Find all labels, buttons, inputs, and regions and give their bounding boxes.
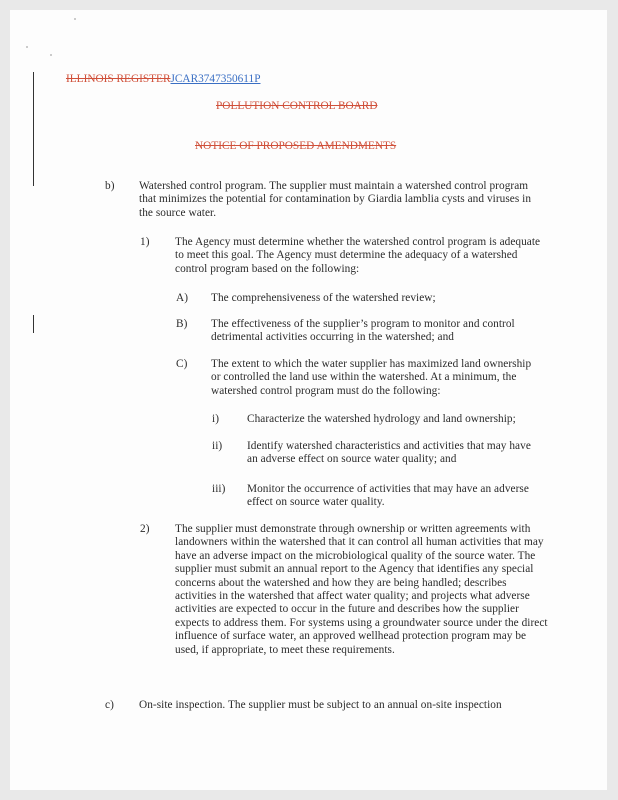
item-c-text: On-site inspection. The supplier must be subject to an annual on-site inspection [139,699,502,711]
scan-speck [74,18,76,20]
jcar-code: JCAR3747350611P [170,73,261,85]
change-bar [33,315,34,333]
item-1-label: 1) [140,236,150,248]
item-B-label: B) [176,318,188,330]
item-c-label: c) [105,699,114,711]
item-A-text: The comprehensiveness of the watershed review; [211,292,436,304]
item-2-label: 2) [140,523,150,535]
item-ii-text: Identify watershed characteristics and activities that may have an adverse effect on source water quality; and [247,440,531,466]
scan-speck [50,54,52,56]
board-title: POLLUTION CONTROL BOARD [216,100,378,112]
item-b-label: b) [105,180,115,192]
item-B-text: The effectiveness of the supplier’s program to monitor and control detrimental activities occurring in the watershed; and [211,318,515,344]
item-1-text: The Agency must determine whether the watershed control program is adequate to meet this goal. The Agency must determine the adequacy of a watershed control program based on the following: [175,236,541,275]
item-i-label: i) [212,413,220,425]
document-page [10,10,607,790]
item-iii-label: iii) [212,483,226,495]
item-C-text: The extent to which the water supplier has maximized land ownership or controlled the land use within the watershed. At a minimum, the watershed control program must do the following: [211,358,532,397]
change-bar [33,72,34,186]
item-A-label: A) [176,292,189,304]
item-C-label: C) [176,358,188,370]
item-ii-label: ii) [212,440,223,452]
scan-speck [26,46,28,48]
item-b-text: Watershed control program. The supplier must maintain a watershed control program that minimizes the potential for contamination by Giardia lamblia cysts and viruses in the source water. [139,180,532,219]
register-header [66,73,260,86]
item-2-text: The supplier must demonstrate through ownership or written agreements with landowners within the watershed that it can control all human activities that may have an adverse impact on the microbiological quality of the source water. The supplier must submit an annual report to the Agency that identifies any special concerns about the watershed and how they are being handled; describes activities in the watershed that affect water quality; and projects what adverse activities are expected to occur in the future and describes how the supplier expects to address them. For systems using a groundwater source under the direct influence of surface water, an approved wellhead protection program may be used, if appropriate, to meet these requirements. [175,523,548,656]
item-i-text: Characterize the watershed hydrology and land ownership; [247,413,516,425]
register-name: ILLINOIS REGISTER [66,73,171,85]
notice-title: NOTICE OF PROPOSED AMENDMENTS [195,140,397,152]
item-iii-text: Monitor the occurrence of activities that may have an adverse effect on source water quality. [247,483,529,509]
